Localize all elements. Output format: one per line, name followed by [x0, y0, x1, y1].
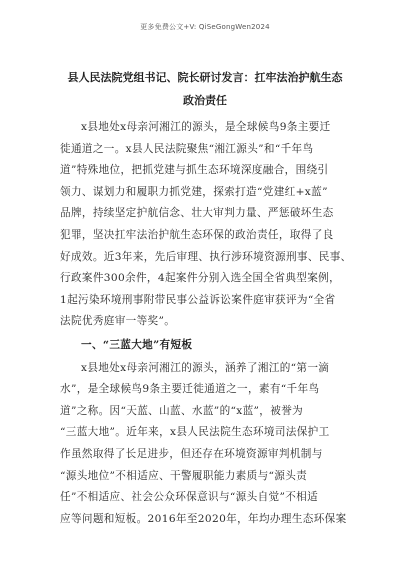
paragraph-line: 领力、谋划力和履职力抓党建，探索打造“党建红+x蓝” — [60, 185, 328, 198]
header-note: 更多免费公文+V: QiSeGongWen2024 — [140, 23, 270, 31]
section-heading-1: 一、“三蓝大地”有短板 — [81, 338, 193, 351]
paragraph-line: 任”不相适应、社会公众环保意识与“源头自觉”不相适 — [60, 491, 319, 504]
paragraph-line: 行政案件300余件，4起案件分别入选全国全省典型案例， — [60, 272, 341, 285]
paragraph-1 — [60, 117, 352, 333]
paragraph-line: x县地处x母亲河湘江的源头，涵养了湘江的“第一滴 — [81, 361, 330, 374]
paragraph-line: 法院优秀庭审一等奖”。 — [60, 315, 176, 328]
title-line-1: 县人民法院党组书记、院长研讨发言：扛牢法治护航生态 — [67, 71, 343, 84]
paragraph-line: 作虽然取得了长足进步，但还存在环境资源审判机制与 — [60, 447, 323, 460]
paragraph-line: 好成效。近3年来，先后审理、执行涉环境资源刑事、民事、 — [60, 250, 352, 263]
document-body — [60, 117, 352, 530]
paragraph-line: 水”，是全球候鸟9条主要迁徙通道之一，素有“千年鸟 — [60, 383, 320, 396]
paragraph-line: 犯罪，坚决扛牢法治护航生态环保的政治责任，取得了良 — [60, 228, 334, 241]
paragraph-line: 1起污染环境刑事附带民事公益诉讼案件庭审获评为“全省 — [60, 293, 336, 306]
paragraph-line: “源头地位”不相适应、干警履职能力素质与“源头责 — [60, 469, 308, 482]
document-title — [40, 66, 370, 112]
paragraph-line: x县地处x母亲河湘江的源头，是全球候鸟9条主要迁 — [81, 121, 331, 133]
section-1-paragraph — [60, 358, 352, 531]
paragraph-line: 道”特殊地位，把抓党建与抓生态环境深度融合，围绕引 — [60, 164, 329, 177]
paragraph-line: “三蓝大地”。近年来，x县人民法院生态环境司法保护工 — [60, 426, 330, 439]
title-line-2: 政治责任 — [183, 94, 227, 107]
paragraph-line: 品牌，持续坚定护航信念、壮大审判力量、严惩破坏生态 — [60, 207, 334, 220]
paragraph-line: 应等问题和短板。2016年至2020年，年均办理生态环保案 — [60, 512, 347, 525]
paragraph-line: 徙通道之一。x县人民法院聚焦“湘江源头”和“千年鸟 — [60, 142, 314, 155]
paragraph-line: 道”之称。因“天蓝、山蓝、水蓝”的“x蓝”，被誉为 — [60, 404, 304, 417]
